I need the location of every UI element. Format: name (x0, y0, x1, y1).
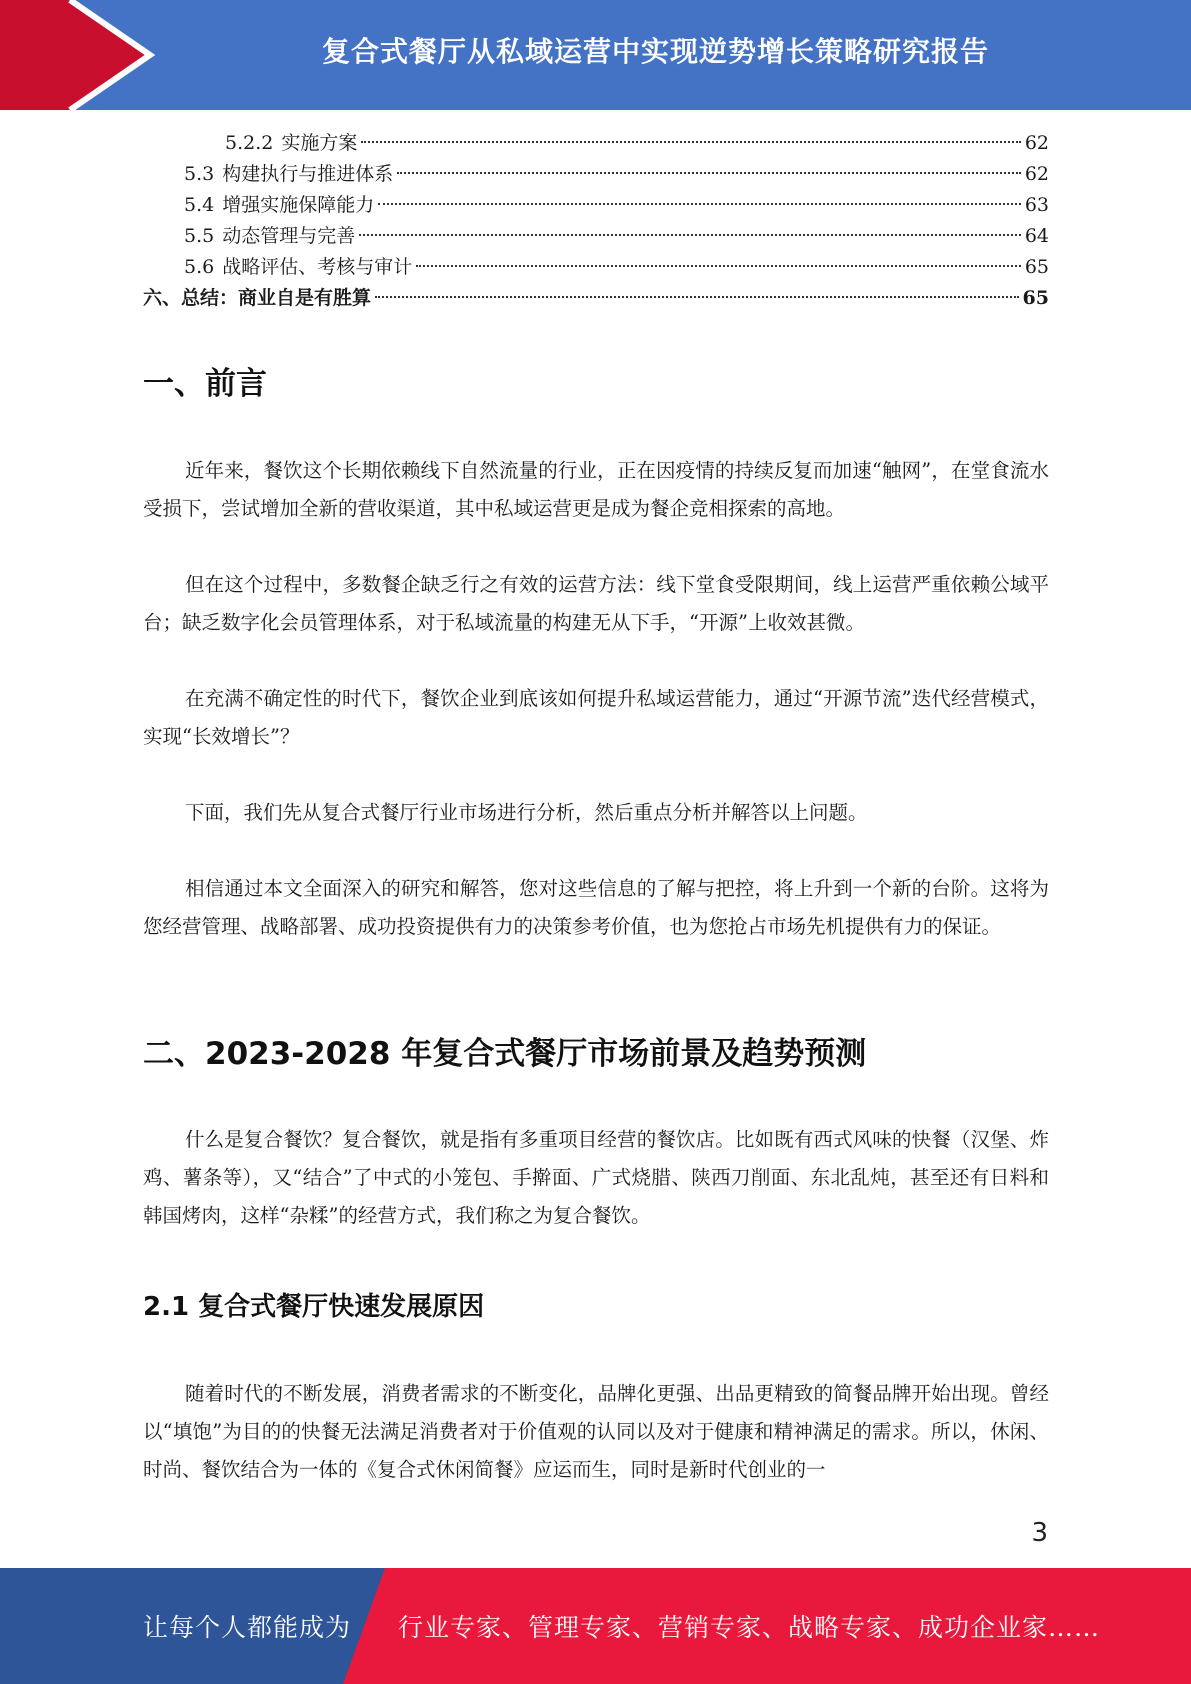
footer-slogan-left: 让每个人都能成为 (143, 1613, 352, 1642)
toc-entry-page: 64 (1024, 225, 1049, 247)
paragraph: 下面，我们先从复合式餐厅行业市场进行分析，然后重点分析并解答以上问题。 (185, 801, 868, 824)
toc-entry-number: 5.4 (184, 194, 215, 216)
toc-entry[interactable] (143, 221, 1049, 252)
section-heading-market-outlook: 二、2023-2028 年复合式餐厅市场前景及趋势预测 (143, 1036, 867, 1072)
toc-entry-number: 5.6 (184, 256, 215, 278)
toc-entry[interactable] (143, 128, 1049, 159)
paragraph: 近年来，餐饮这个长期依赖线下自然流量的行业，正在因疫情的持续反复而加速“触网”，在堂食流水受损下，尝试增加全新的营收渠道，其中私域运营更是成为餐企竞相探索的高地。 (143, 459, 1049, 520)
toc-leader-dots (378, 203, 1021, 205)
toc-entry-number: 5.5 (184, 225, 215, 247)
footer-slogan-right: 行业专家、管理专家、营销专家、战略专家、成功企业家…… (398, 1613, 1101, 1642)
toc-entry[interactable] (143, 190, 1049, 221)
toc-entry-page: 65 (1024, 256, 1049, 278)
toc-entry-title: 动态管理与完善 (222, 225, 356, 247)
toc-entry-title: 构建执行与推进体系 (222, 163, 394, 185)
toc-entry-number: 5.3 (184, 163, 215, 185)
page-header (0, 0, 1191, 110)
paragraph: 相信通过本文全面深入的研究和解答，您对这些信息的了解与把控，将上升到一个新的台阶。这将为您经营管理、战略部署、成功投资提供有力的决策参考价值，也为您抢占市场先机提供有力的保证。 (143, 877, 1049, 938)
page-number: 3 (1031, 1518, 1048, 1548)
toc-entry-page: 62 (1024, 132, 1049, 154)
toc-entry-title: 六、总结：商业自是有胜算 (143, 287, 372, 309)
report-title: 复合式餐厅从私域运营中实现逆势增长策略研究报告 (321, 35, 989, 68)
toc-leader-dots (397, 172, 1021, 174)
page-footer (0, 1568, 1191, 1684)
toc-leader-dots (359, 234, 1021, 236)
toc-entry-title: 战略评估、考核与审计 (222, 256, 413, 278)
section-heading-preface: 一、前言 (143, 366, 267, 402)
paragraph: 什么是复合餐饮？复合餐饮，就是指有多重项目经营的餐饮店。比如既有西式风味的快餐（汉堡、炸鸡、薯条等），又“结合”了中式的小笼包、手擀面、广式烧腊、陕西刀削面、东北乱炖，甚至还有日料和韩国烤肉，这样“杂糅”的经营方式，我们称之为复合餐饮。 (143, 1128, 1049, 1227)
toc-entry-title: 增强实施保障能力 (222, 194, 375, 216)
paragraph: 但在这个过程中，多数餐企缺乏行之有效的运营方法：线下堂食受限期间，线上运营严重依赖公域平台；缺乏数字化会员管理体系，对于私域流量的构建无从下手，“开源”上收效甚微。 (143, 573, 1049, 634)
table-of-contents (143, 128, 1049, 314)
toc-entry[interactable] (143, 283, 1049, 314)
toc-entry-title: 实施方案 (281, 132, 358, 154)
toc-entry-page: 63 (1024, 194, 1049, 216)
toc-entry-page: 62 (1024, 163, 1049, 185)
paragraph: 在充满不确定性的时代下，餐饮企业到底该如何提升私域运营能力，通过“开源节流”迭代经营模式，实现“长效增长”？ (143, 687, 1049, 748)
toc-entry[interactable] (143, 252, 1049, 283)
subsection-heading-growth-reasons: 2.1 复合式餐厅快速发展原因 (143, 1292, 485, 1322)
paragraph: 随着时代的不断发展，消费者需求的不断变化，品牌化更强、出品更精致的简餐品牌开始出现。曾经以“填饱”为目的的快餐无法满足消费者对于价值观的认同以及对于健康和精神满足的需求。所以，休闲、时尚、餐饮结合为一体的《复合式休闲简餐》应运而生，同时是新时代创业的一 (143, 1382, 1049, 1481)
toc-entry-number: 5.2.2 (225, 132, 274, 154)
toc-leader-dots (416, 265, 1021, 267)
toc-entry-page: 65 (1022, 287, 1049, 309)
toc-leader-dots (375, 296, 1019, 298)
toc-entry[interactable] (143, 159, 1049, 190)
toc-leader-dots (361, 141, 1020, 143)
